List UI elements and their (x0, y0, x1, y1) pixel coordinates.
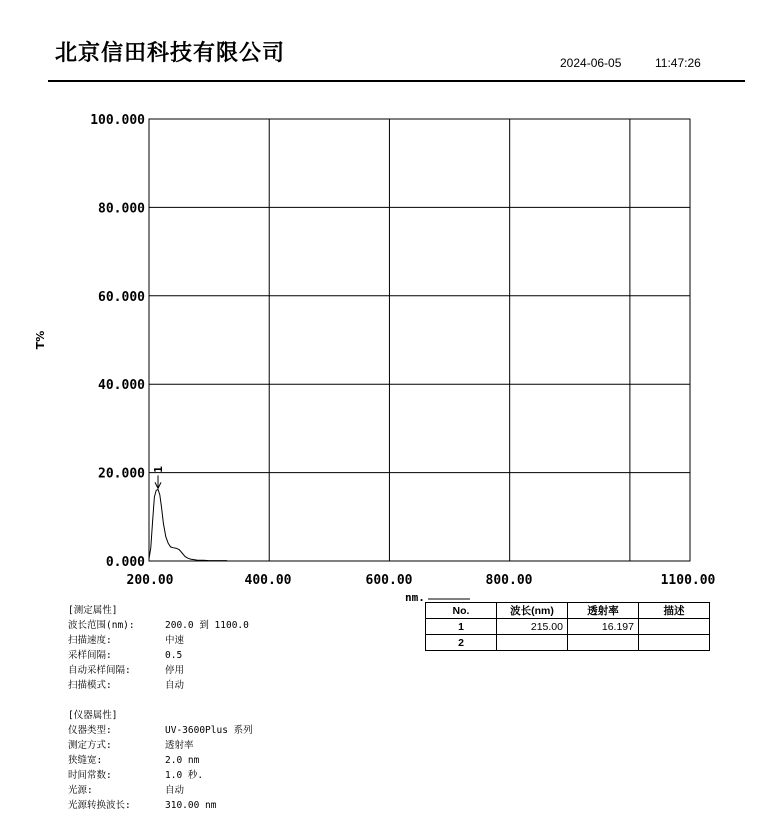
property-row (68, 678, 249, 693)
cell-description (639, 619, 710, 635)
col-wavelength: 波长(nm) (497, 603, 568, 619)
x-tick-label: 400.00 (244, 573, 292, 588)
property-label: 测定方式: (68, 740, 112, 751)
property-value: 310.00 nm (165, 800, 217, 811)
x-tick-label: 600.00 (365, 573, 413, 588)
property-label: 自动采样间隔: (68, 665, 131, 676)
property-value: 2.0 nm (165, 755, 200, 766)
cell-no: 2 (426, 635, 497, 651)
series-line (149, 489, 227, 560)
property-row (68, 768, 253, 783)
y-axis-label: T% (34, 330, 47, 350)
print-date: 2024-06-05 (560, 56, 622, 70)
cell-transmittance: 16.197 (568, 619, 639, 635)
measure-properties (68, 603, 249, 693)
x-axis-label: nm. (405, 591, 425, 604)
y-tick-label: 100.000 (90, 113, 145, 128)
property-row (68, 723, 253, 738)
table-row (426, 619, 710, 635)
col-transmittance: 透射率 (568, 603, 639, 619)
property-value: 自动 (165, 680, 185, 691)
instrument-properties-header: [仪器属性] (68, 710, 118, 721)
y-tick-label: 60.000 (98, 289, 145, 305)
property-label: 时间常数: (68, 770, 112, 781)
property-row (68, 738, 253, 753)
property-value: 200.0 到 1100.0 (165, 620, 249, 631)
property-row (68, 783, 253, 798)
property-row (68, 633, 249, 648)
property-value: 0.5 (165, 650, 183, 661)
property-value: 1.0 秒. (165, 770, 204, 781)
y-tick-label: 80.000 (98, 201, 145, 217)
x-tick-label: 1100.00 (660, 573, 716, 588)
property-label: 波长范围(nm): (68, 620, 135, 631)
peak-table-header-row (426, 603, 710, 619)
table-row (426, 635, 710, 651)
cell-wavelength: 215.00 (497, 619, 568, 635)
cell-wavelength (497, 635, 568, 651)
property-label: 光源: (68, 785, 93, 796)
property-row (68, 648, 249, 663)
property-row (68, 618, 249, 633)
property-label: 狭缝宽: (68, 755, 103, 766)
measure-properties-header: [测定属性] (68, 605, 118, 616)
cell-transmittance (568, 635, 639, 651)
property-label: 采样间隔: (68, 650, 112, 661)
peak-marker-label: 1 (152, 466, 166, 473)
property-label: 仪器类型: (68, 725, 112, 736)
property-value: UV-3600Plus 系列 (165, 725, 253, 736)
property-label: 扫描速度: (68, 635, 112, 646)
property-value: 自动 (165, 785, 185, 796)
property-value: 停用 (165, 665, 185, 676)
print-time: 11:47:26 (655, 56, 701, 70)
col-no: No. (426, 603, 497, 619)
y-tick-label: 0.000 (105, 555, 145, 570)
property-label: 扫描模式: (68, 680, 112, 691)
property-row (68, 753, 253, 768)
x-tick-label: 800.00 (485, 573, 533, 588)
property-value: 中速 (165, 635, 185, 646)
cell-description (639, 635, 710, 651)
cell-no: 1 (426, 619, 497, 635)
property-row (68, 663, 249, 678)
col-description: 描述 (639, 603, 710, 619)
property-value: 透射率 (165, 740, 194, 751)
y-tick-label: 40.000 (98, 378, 145, 394)
company-name: 北京信田科技有限公司 (55, 41, 286, 66)
instrument-properties (68, 708, 253, 813)
y-tick-label: 20.000 (98, 466, 145, 482)
peak-table (425, 602, 710, 651)
plot-frame (149, 119, 690, 561)
property-row (68, 798, 253, 813)
x-tick-label: 200.00 (126, 573, 174, 588)
property-label: 光源转换波长: (68, 800, 131, 811)
